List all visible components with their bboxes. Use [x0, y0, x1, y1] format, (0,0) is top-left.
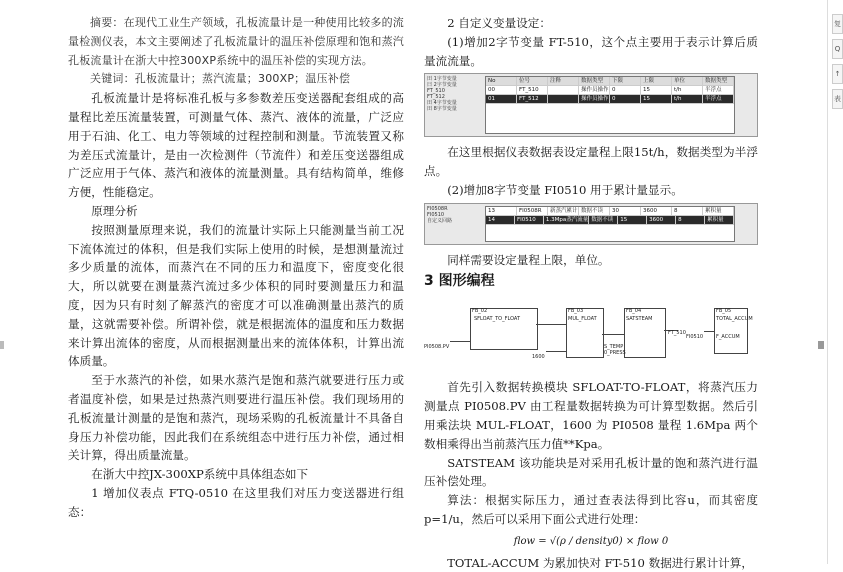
diagram-input: PI0508.PV	[424, 344, 450, 351]
table-icon[interactable]: 表	[832, 89, 843, 109]
tree-item: FT_512	[427, 94, 445, 101]
paragraph-graph1: 首先引入数据转换模块 SFLOAT-TO-FLOAT，将蒸汽压力测量点 PI0508.PV 由工程量数据转换为可计算型数据。然后引用乘法块 MUL-FLOAT，1600 为 PI0508 量程 1.6Mpa 两个数相乘得出当前蒸汽压力值**Kpa。	[424, 380, 758, 451]
diagram-block-label: SATSTEAM	[626, 316, 653, 323]
diagram-label: FB_05	[716, 308, 732, 315]
paragraph-var3: (2)增加8字节变量 FI0510 用于累计量显示。	[447, 182, 683, 197]
heading-graphic-programming: 3 图形编程	[424, 272, 495, 289]
tree-item: 田 4字节变量	[427, 100, 457, 107]
paragraph-step1: 1 增加仪表点 FTQ-0510 在这里我们对压力变送器进行组态：	[68, 485, 404, 519]
left-column	[68, 14, 404, 522]
table-row: 00 FT_510 操作员操作 0 15 t/h 半浮点	[486, 86, 734, 95]
paragraph-var4: 同样需要设定量程上限，单位。	[447, 252, 610, 267]
paragraph-var1: (1)增加2字节变量 FT-510，这个点主要用于表示计算后质量流流量。	[424, 34, 758, 68]
paragraph-intro: 孔板流量计是将标准孔板与多参数差压变送器配套组成的高量程比差压流量装置，可测量气体、蒸汽、液体的流量，广泛应用于石油、化工、电力等领域的过程控制和测量。节流装置又称为差压式流量计，是由一次检测件（节流件）和差压变送器组成广泛应用于气体、蒸汽和液体的流量测量。具有结构简单，维修方便，性能稳定。	[68, 91, 404, 200]
tree-item: FI0508R	[427, 205, 448, 212]
diagram-port-label: F_ACCUM	[716, 334, 740, 341]
paragraph-graph4: TOTAL-ACCUM 为累加快对 FT-510 数据进行累计计算，	[447, 555, 753, 570]
diagram-block-label: MUL_FLOAT	[568, 316, 597, 323]
diagram-wire	[546, 351, 566, 352]
viewer-divider	[827, 0, 828, 564]
variable-table-screenshot-1	[424, 73, 758, 137]
tree-item: FI0510	[427, 211, 445, 218]
diagram-block-label: TOTAL_ACCUM	[716, 316, 753, 323]
table-row: 13 FI0508R 新蒸汽累计 数据不读 30 3600 8 累积量	[486, 207, 734, 216]
variable-grid	[485, 206, 735, 242]
tree-item: 曰 2字节变量	[427, 82, 457, 89]
heading-principle: 原理分析	[91, 203, 138, 218]
paragraph-compensation: 至于水蒸汽的补偿，如果水蒸汽是饱和蒸汽就要进行压力或者温度补偿，如果是过热蒸汽则要进行温压补偿。我们现场用的孔板流量计测量的是饱和蒸汽，现场采购的孔板流量计不具备自身压力补偿功能，因此我们在系统组态中进行压力补偿，通过相关计算，得出质量流量。	[68, 373, 404, 463]
variable-grid	[485, 76, 735, 134]
search-icon[interactable]: Q	[832, 39, 843, 59]
diagram-wire	[704, 331, 714, 332]
side-toolbar	[832, 14, 842, 114]
diagram-input: 1600	[532, 354, 545, 361]
diagram-port-label: S_TEMP	[604, 344, 624, 351]
tree-item: FT_510	[427, 88, 445, 95]
variable-tree	[427, 206, 483, 224]
paragraph-graph3: 算法：根据实际压力，通过查表法得到比容u，而其密度 p=1/u，然后可以采用下面公式进行处理：	[424, 493, 758, 526]
paragraph-var2: 在这里根据仪表数据表设定量程上限15t/h，数据类型为半浮点。	[424, 145, 758, 179]
tree-item: 自定义回路	[427, 217, 453, 224]
variable-tree	[427, 76, 483, 112]
diagram-wire	[450, 341, 470, 342]
abstract: 摘要：在现代工业生产领域，孔板流量计是一种使用比较多的流量检测仪表，本文主要阐述了孔板流量计的温压补偿原理和饱和蒸汽孔板流量计在浙大中控300XP系统中的温压补偿的实现方法。	[68, 16, 404, 67]
left-scroll-handle[interactable]	[0, 341, 4, 349]
diagram-label: FB_02	[472, 308, 488, 315]
right-column	[424, 14, 758, 572]
diagram-port-label: 0_PRESS	[604, 350, 626, 357]
table-row: 01 FT_512 操作员操作 0 15 t/h 半浮点	[486, 95, 734, 104]
right-scroll-handle[interactable]	[818, 341, 824, 349]
share-icon[interactable]: ↑	[832, 64, 843, 84]
diagram-block-label: SFLOAT_TO_FLOAT	[474, 316, 520, 323]
tree-item: 田 1字节变量	[427, 76, 457, 83]
tree-item: 田 8字节变量	[427, 106, 457, 113]
formula: flow = √(ρ / density0) × flow 0	[513, 535, 669, 547]
variable-table-screenshot-2	[424, 203, 758, 245]
keywords: 关键词：孔板流量计；蒸汽流量；300XP；温压补偿	[90, 72, 351, 86]
diagram-wire	[602, 334, 624, 335]
diagram-label: FB_03	[568, 308, 584, 315]
function-block-diagram	[424, 294, 758, 368]
paragraph-principle: 按照测量原理来说，我们的流量计实际上只能测量当前工况下流体流过的体积，但是我们实际上使用的时候，是想测量流过多少质量的流体，而蒸汽在不同的压力和温度下，密度变化很大，所以就要在测量蒸汽流过多少体积的同时要测量压力和温度，因为只有时刻了解蒸汽的密度才可以准确测量出蒸汽的质量，这就需要补偿。所谓补偿，就是根据流体的温度和压力数据来计算出流体的密度，从而根据测量出来的流体体积，计算出流体质量。	[68, 222, 404, 369]
diagram-label: FB_04	[626, 308, 642, 315]
grid-header-row: No 位号 注释 数据类型 下限 上限 单位 数据类型	[486, 77, 734, 86]
diagram-wire	[536, 324, 566, 325]
table-row: 14 FI0510 1.3Mpa蒸汽流量 数据不读 15 3600 8 累积量	[486, 216, 734, 225]
diagram-output: FT_510	[668, 330, 686, 337]
copy-icon[interactable]: 复	[832, 14, 843, 34]
diagram-input: FI0510	[686, 334, 704, 341]
paragraph-graph2: SATSTEAM 该功能块是对采用孔板计量的饱和蒸汽进行温压补偿处理。	[424, 455, 758, 489]
paragraph-config: 在浙大中控JX-300XP系统中具体组态如下	[91, 467, 309, 482]
heading-custom-variables: 2 自定义变量设定：	[447, 16, 551, 30]
